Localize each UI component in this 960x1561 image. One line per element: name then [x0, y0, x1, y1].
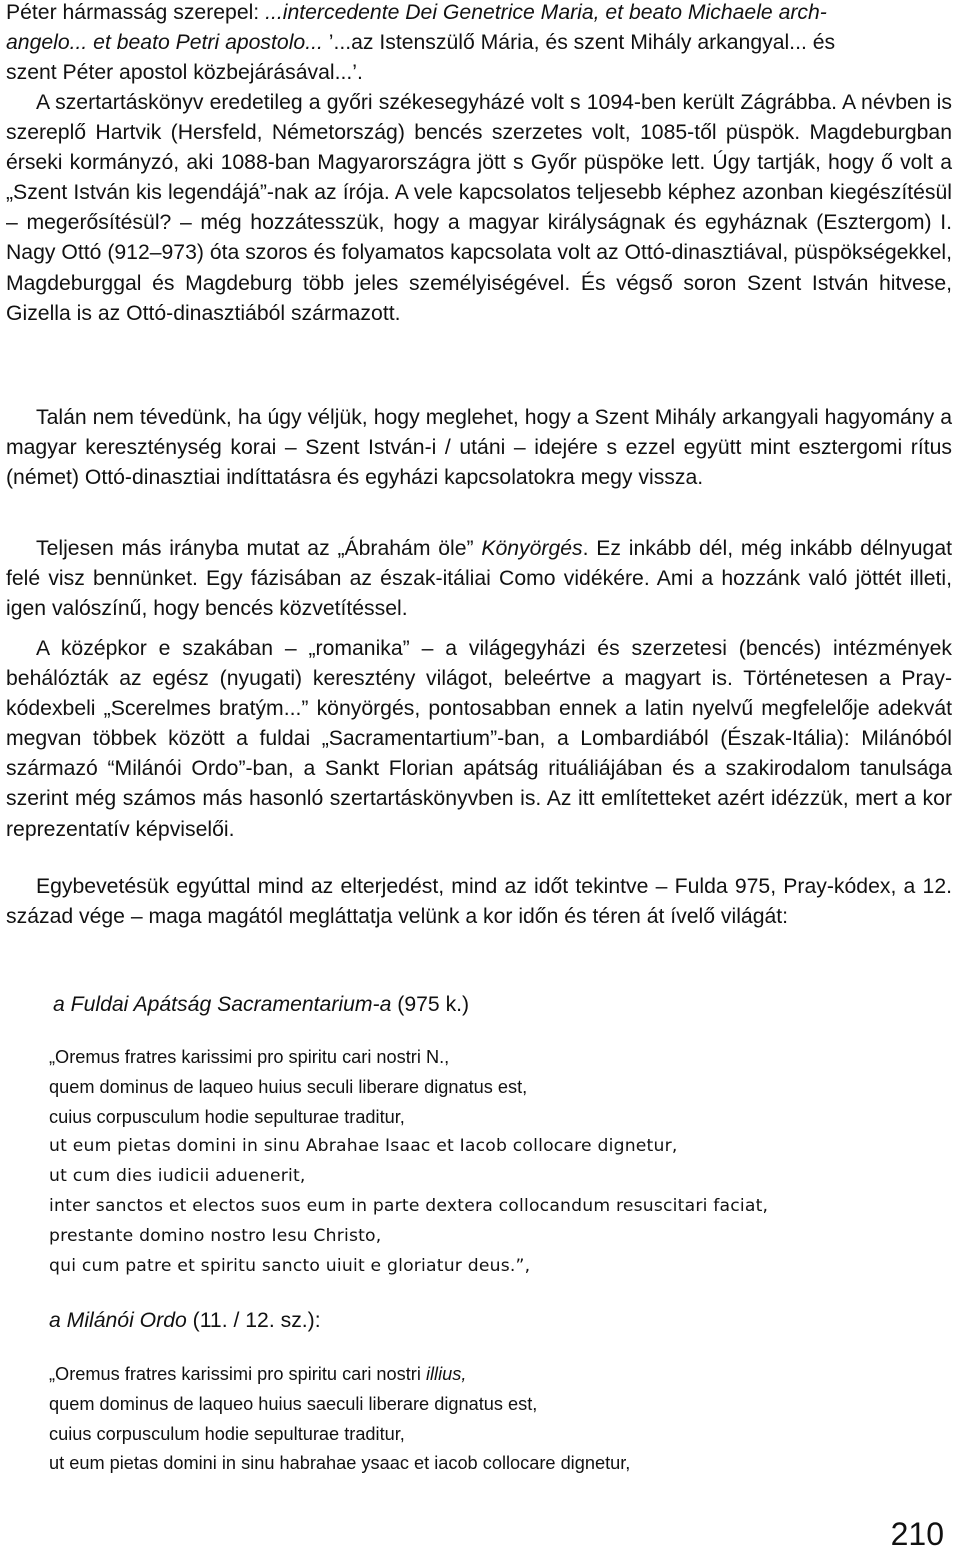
plain-text: Péter hármasság szerepel: — [6, 1, 266, 24]
latin-quote: angelo... et beato Petri apostolo... — [6, 31, 323, 55]
verse-line: quem dominus de laqueo huius seculi liberare dignatus est, — [49, 1076, 528, 1097]
milano-heading — [49, 1306, 321, 1336]
verse-line: ut cum dies iudicii aduenerit, — [49, 1166, 306, 1187]
plain-text: Teljesen más irányba mutat az „Ábrahám öle” — [36, 537, 482, 560]
verse-line: quem dominus de laqueo huius saeculi liberare dignatus est, — [49, 1393, 538, 1414]
plain-text: „Oremus fratres karissimi pro spiritu cari nostri — [49, 1364, 426, 1384]
verse-line: cuius corpusculum hodie sepulturae traditur, — [49, 1106, 405, 1127]
verse-line: „Oremus fratres karissimi pro spiritu cari nostri N., — [49, 1047, 450, 1067]
verse-line: prestante domino nostro Iesu Christo, — [49, 1225, 382, 1246]
fulda-heading — [53, 990, 469, 1020]
paragraph-egybevetes: Egybevetésük egyúttal mind az elterjedést, mind az időt tekintve – Fulda 975, Pray-kódex, a 12. század vége – maga magától megláttatja velünk a kor időn és téren át ívelő világát: — [6, 875, 952, 929]
italic-title: a Milánói Ordo — [49, 1309, 187, 1332]
plain-text: . Ez inkább dél, még inkább délnyugat felé visz bennünket. Egy fázisában az észak-itáliai Como vidékére. Ami a hozzánk való jöttét illeti, igen valószínű, hogy bencés közvetítéssel. — [6, 537, 952, 621]
verse-line: cuius corpusculum hodie sepulturae traditur, — [49, 1423, 405, 1444]
italic-title: a Fuldai Apátság Sacramentarium-a — [53, 993, 392, 1016]
page-number: 210 — [890, 1516, 944, 1552]
verse-line — [49, 1360, 630, 1390]
paragraph-mihaly: Talán nem tévedünk, ha úgy véljük, hogy meglehet, hogy a Szent Mihály arkangyali hagyomány a magyar kereszténység korai – Szent István-i / utáni – idejére s ezzel együtt mint esztergomi rítus (német) Ottó-dinasztiai indíttatásra és egyházi kapcsolatokra megy vissza. — [6, 406, 952, 490]
paragraph-romanika: A középkor e szakában – „romanika” – a világegyházi és szerzetesi (bencés) intézmények behálózták az egész (nyugati) keresztény világot, beleértve a magyart is. Történetesen a Pray-kódexbeli „Scerelmes bratým...” könyörgés, pontosabban ennek a latin nyelvű megfelelője adekvát megvan többek között a fuldai „Sacramentartium”-ban, a Lombardiából (Észak-Itália): Milánóból származó “Milánói Ordo”-ban, a Sankt Florian apátság rituáliájában és a szakirodalom tanulsága szerint még számos más hasonló szertartáskönyvben is. Az itt említetteket azért idézzük, mert a kor reprezentatív képviselői. — [6, 637, 952, 841]
italic-title: Könyörgés — [481, 537, 583, 560]
milano-prayer — [6, 1360, 630, 1479]
verse-line: ut eum pietas domini in sinu Abrahae Isaac et Iacob collocare dignetur, — [49, 1136, 678, 1157]
text-line — [6, 0, 952, 28]
opening-paragraph — [6, 0, 952, 88]
verse-line: ut eum pietas domini in sinu habrahae ysaac et iacob collocare dignetur, — [49, 1453, 631, 1474]
italic-word: illius, — [425, 1364, 467, 1384]
paragraph-abraham — [6, 534, 952, 624]
paragraph-hartvik: A szertartáskönyv eredetileg a győri székesegyházé volt s 1094-ben került Zágrábba. A névben is szereplő Hartvik (Hersfeld, Németország) bencés szerzetes volt, 1085-től püspök. Magdeburgban érseki kormányzó, aki 1088-ban Magyarországra jött s Győr püspöke lett. Úgy tartják, hogy ő volt a „Szent István kis legendájá”-nak az írója. A vele kapcsolatos teljesebb képhez azonban kiegészítésül – megerősítésül? – még hozzátesszük, hogy a magyar királyságnak és egyháznak (Esztergom) I. Nagy Ottó (912–973) óta szoros és folyamatos kapcsolata volt az Ottó-dinasztiával, püspökségekkel, Magdeburggal és Magdeburg több jeles személyiségével. És végső soron Szent István hitvese, Gizella is az Ottó-dinasztiából származott. — [6, 91, 952, 325]
latin-quote: ...intercedente Dei Genetrice Maria, et beato Michaele arch- — [265, 1, 827, 24]
date-range: (11. / 12. sz.): — [186, 1309, 321, 1332]
text-line — [6, 28, 952, 58]
verse-line: qui cum patre et spiritu sancto uiuit e gloriatur deus.”, — [49, 1255, 531, 1276]
document-page — [6, 0, 952, 1561]
verse-line: inter sanctos et electos suos eum in parte dextera collocandum resuscitari faciat, — [49, 1195, 769, 1216]
plain-text: szent Péter apostol közbejárásával...’. — [6, 61, 363, 85]
plain-text: ’...az Istenszülő Mária, és szent Mihály arkangyal... és — [322, 31, 836, 55]
date-range: (975 k.) — [391, 993, 470, 1016]
text-line — [6, 58, 952, 88]
fulda-prayer — [6, 1043, 768, 1281]
